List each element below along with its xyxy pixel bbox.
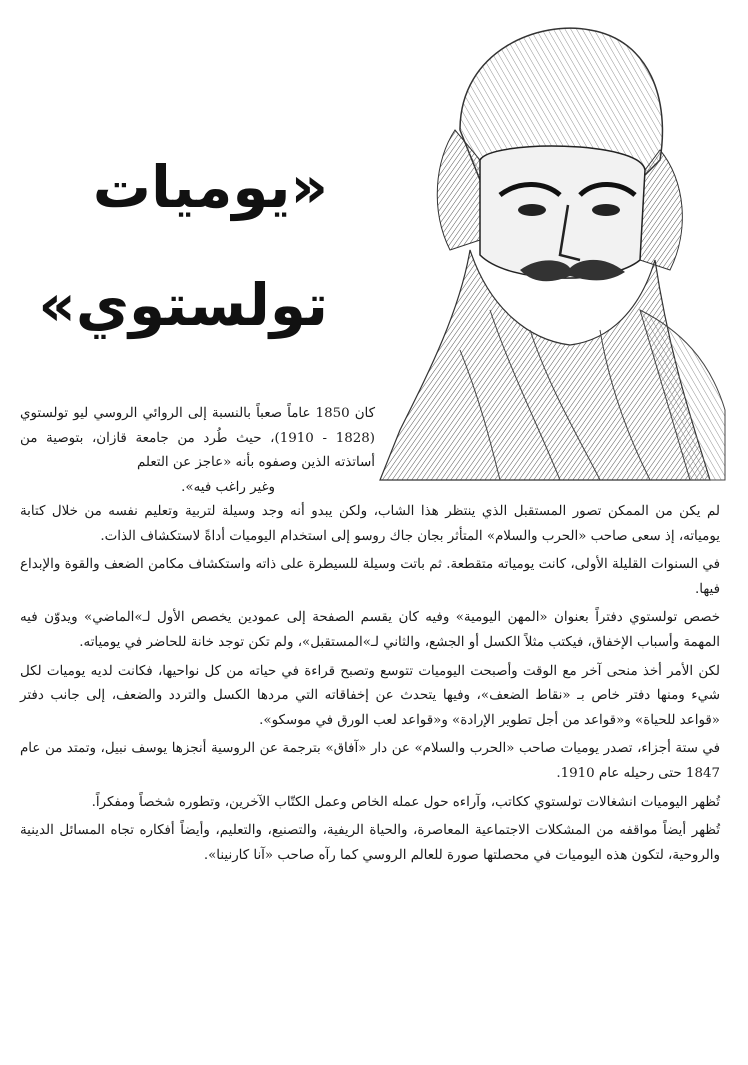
article-title (38, 128, 328, 364)
body-paragraph: تُظهر اليوميات انشغالات تولستوي ككاتب، وآراءه حول عمله الخاص وعمل الكتّاب الآخرين، وتطوره شخصاً ومفكراً. (91, 794, 720, 810)
body-paragraph: في السنوات القليلة الأولى، كانت يومياته متقطعة. ثم باتت وسيلة للسيطرة على ذاته واستكشاف مكامن الضعف والقوة والإبداع فيها. (20, 557, 720, 597)
body-paragraph: في ستة أجزاء، تصدر يوميات صاحب «الحرب والسلام» عن دار «آفاق» بترجمة عن الروسية أنجزها يوسف نبيل، وتمتد من عام 1847 حتى رحيله عام 1910. (20, 741, 720, 781)
body-paragraph: تُظهر أيضاً مواقفه من المشكلات الاجتماعية المعاصرة، والحياة الريفية، والتصنيع، والتعليم، وأيضاً أفكاره تجاه المسائل الدينية والروحية، لتكون هذه اليوميات في محصلتها صورة للعالم الروسي كما رآه صاحب «آنا كارنينا». (20, 823, 720, 863)
intro-last-line: وغير راغب فيه». (181, 479, 275, 495)
tolstoy-portrait-sketch-icon (340, 10, 730, 485)
title-line-1: «يوميات (92, 153, 328, 221)
title-line-2: تولستوي» (38, 271, 328, 339)
body-paragraph: خصص تولستوي دفتراً بعنوان «المهن اليومية» وفيه كان يقسم الصفحة إلى عمودين يخصص الأول لـ»الماضي» ويدوّن فيه المهمة وأسباب الإخفاق، فيكتب مثلاً الكسل أو الجشع، والثاني لـ»المستقبل»، ولم تكن توجد خانة للحاضر في يومياته. (20, 610, 720, 650)
intro-text: كان 1850 عاماً صعباً بالنسبة إلى الروائي الروسي ليو تولستوي (1828 - 1910)، حيث طُرد من جامعة قازان، بتوصية من أساتذته الذين وصفوه بأنه «عاجز عن التعلم (20, 406, 376, 471)
body-paragraph: لم يكن من الممكن تصور المستقبل الذي ينتظر هذا الشاب، ولكن يبدو أنه وجد وسيلة لتربية وتعليم نفسه من خلال كتابة يومياته، إذ سعى صاحب «الحرب والسلام» المتأثر بجان جاك روسو إلى استخدام اليوميات أداةً لاستكشاف الذات. (20, 504, 720, 544)
article-body (20, 500, 720, 872)
intro-paragraph (20, 402, 375, 500)
body-paragraph: لكن الأمر أخذ منحى آخر مع الوقت وأصبحت اليوميات تتوسع وتصبح قراءة في حياته من كل نواحيها، فكانت لديه يوميات لكل شيء ومنها دفتر خاص بـ «نقاط الضعف»، وفيها يتحدث عن إخفاقاته التي مردها الكسل والتردد والضعف، إلى جانب دفتر «قواعد للحياة» و«قواعد من أجل تطوير الإرادة» و«قواعد لعب الورق في موسكو». (20, 663, 720, 728)
